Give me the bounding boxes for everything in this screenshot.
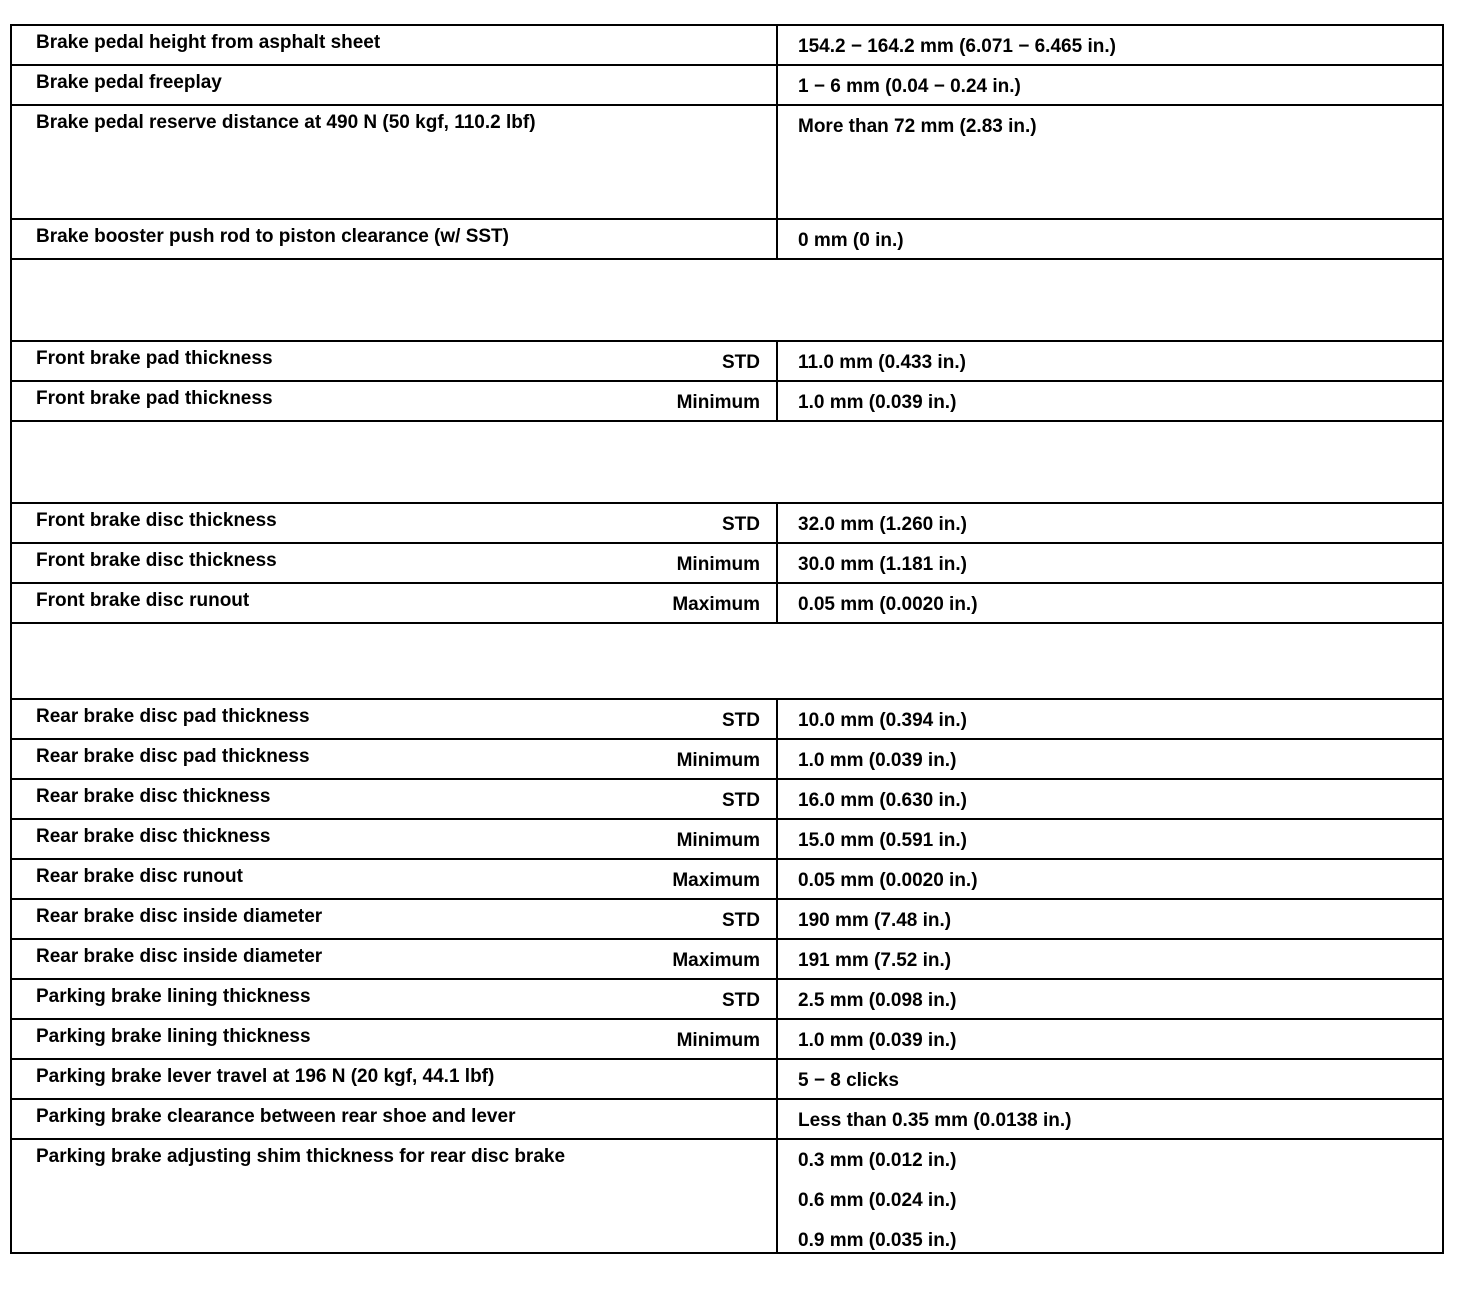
- spec-value: 0.3 mm (0.012 in.): [798, 1150, 957, 1171]
- spec-qualifier: STD: [722, 352, 760, 373]
- spec-item-label: Parking brake adjusting shim thickness for rear disc brake: [36, 1146, 566, 1167]
- spec-table-body: [11, 25, 1443, 1253]
- spec-value-cell: [777, 219, 1443, 259]
- spec-label-wrap: [36, 706, 760, 732]
- spec-label-wrap: [36, 32, 760, 54]
- spec-qualifier: STD: [722, 990, 760, 1011]
- spec-row: [11, 381, 1443, 421]
- spec-row: [11, 503, 1443, 543]
- spec-item-label: Front brake pad thickness: [36, 388, 273, 409]
- spec-value: 1.0 mm (0.039 in.): [798, 750, 957, 771]
- spec-row: [11, 739, 1443, 779]
- spec-qualifier: Maximum: [672, 870, 760, 891]
- spec-qualifier: STD: [722, 790, 760, 811]
- spec-value-cell: [777, 739, 1443, 779]
- spec-value: 16.0 mm (0.630 in.): [798, 790, 967, 811]
- spec-item-label: Brake booster push rod to piston clearance (w/ SST): [36, 226, 509, 247]
- spec-row: [11, 583, 1443, 623]
- spec-label-wrap: [36, 826, 760, 852]
- spec-label-wrap: [36, 1146, 760, 1168]
- spec-label-cell: [11, 105, 777, 219]
- spec-value: 30.0 mm (1.181 in.): [798, 554, 967, 575]
- spec-label-wrap: [36, 786, 760, 812]
- spec-label-cell: [11, 1019, 777, 1059]
- spec-row: [11, 979, 1443, 1019]
- spec-item-label: Rear brake disc pad thickness: [36, 706, 310, 727]
- spec-value-cell: [777, 779, 1443, 819]
- spec-qualifier: Minimum: [676, 750, 760, 771]
- spec-qualifier: STD: [722, 710, 760, 731]
- spec-value-cell: [777, 25, 1443, 65]
- spec-item-label: Front brake pad thickness: [36, 348, 273, 369]
- spec-value: 1.0 mm (0.039 in.): [798, 392, 957, 413]
- spacer-row: [11, 259, 1443, 341]
- spec-item-label: Front brake disc thickness: [36, 510, 277, 531]
- spec-value-cell: [777, 583, 1443, 623]
- spec-row: [11, 65, 1443, 105]
- spec-item-label: Brake pedal freeplay: [36, 72, 222, 93]
- spec-value-cell: [777, 699, 1443, 739]
- spec-item-label: Brake pedal height from asphalt sheet: [36, 32, 381, 53]
- spec-label-cell: [11, 979, 777, 1019]
- spec-qualifier: Minimum: [676, 830, 760, 851]
- spec-value-cell: [777, 1019, 1443, 1059]
- spec-value-cell: [777, 979, 1443, 1019]
- spec-label-wrap: [36, 348, 760, 374]
- spec-item-label: Front brake disc thickness: [36, 550, 277, 571]
- spec-label-cell: [11, 503, 777, 543]
- spec-value: 10.0 mm (0.394 in.): [798, 710, 967, 731]
- spec-label-cell: [11, 583, 777, 623]
- spec-value: 5 − 8 clicks: [798, 1070, 899, 1091]
- spec-value: Less than 0.35 mm (0.0138 in.): [798, 1110, 1072, 1131]
- spec-item-label: Parking brake clearance between rear shoe and lever: [36, 1106, 516, 1127]
- spec-value: 1.0 mm (0.039 in.): [798, 1030, 957, 1051]
- spec-item-label: Front brake disc runout: [36, 590, 250, 611]
- spec-label-wrap: [36, 1066, 760, 1088]
- spec-label-wrap: [36, 72, 760, 94]
- spec-label-wrap: [36, 866, 760, 892]
- spec-value-cell: [777, 503, 1443, 543]
- spec-row: [11, 699, 1443, 739]
- spec-label-cell: [11, 939, 777, 979]
- spec-value-cell: [777, 1099, 1443, 1139]
- spec-label-cell: [11, 1139, 777, 1253]
- spec-value: 154.2 − 164.2 mm (6.071 − 6.465 in.): [798, 36, 1116, 57]
- spec-value: 0 mm (0 in.): [798, 230, 904, 251]
- spec-qualifier: Maximum: [672, 594, 760, 615]
- brake-specification-table: [10, 24, 1444, 1254]
- spec-item-label: Rear brake disc pad thickness: [36, 746, 310, 767]
- spec-label-wrap: [36, 986, 760, 1012]
- spec-value: 191 mm (7.52 in.): [798, 950, 952, 971]
- spec-label-cell: [11, 859, 777, 899]
- spec-value-cell: [777, 859, 1443, 899]
- spec-row: [11, 341, 1443, 381]
- spec-label-cell: [11, 819, 777, 859]
- spec-qualifier: Minimum: [676, 554, 760, 575]
- spec-row: [11, 543, 1443, 583]
- spec-value: 1 − 6 mm (0.04 − 0.24 in.): [798, 76, 1021, 97]
- spec-label-wrap: [36, 226, 760, 248]
- spec-label-cell: [11, 25, 777, 65]
- spec-label-wrap: [36, 510, 760, 536]
- spec-label-cell: [11, 341, 777, 381]
- spec-label-wrap: [36, 1026, 760, 1052]
- spec-row: [11, 1059, 1443, 1099]
- spec-value: 15.0 mm (0.591 in.): [798, 830, 967, 851]
- spacer-cell: [11, 421, 1443, 503]
- spec-label-cell: [11, 1059, 777, 1099]
- spec-label-wrap: [36, 746, 760, 772]
- spec-label-wrap: [36, 112, 760, 134]
- spec-row: [11, 1139, 1443, 1253]
- spec-value: 0.9 mm (0.035 in.): [798, 1230, 957, 1251]
- spec-row: [11, 779, 1443, 819]
- spec-value: 11.0 mm (0.433 in.): [798, 352, 966, 373]
- spec-row: [11, 819, 1443, 859]
- spec-label-cell: [11, 543, 777, 583]
- spec-label-cell: [11, 699, 777, 739]
- spec-qualifier: Minimum: [676, 392, 760, 413]
- spec-value: 0.6 mm (0.024 in.): [798, 1190, 957, 1211]
- spec-label-cell: [11, 65, 777, 105]
- spec-item-label: Brake pedal reserve distance at 490 N (50 kgf, 110.2 lbf): [36, 112, 536, 133]
- spec-value: 32.0 mm (1.260 in.): [798, 514, 967, 535]
- spec-label-wrap: [36, 946, 760, 972]
- spec-label-cell: [11, 1099, 777, 1139]
- spec-qualifier: STD: [722, 514, 760, 535]
- spec-item-label: Rear brake disc thickness: [36, 826, 271, 847]
- spec-label-wrap: [36, 388, 760, 414]
- spec-row: [11, 105, 1443, 219]
- spec-label-cell: [11, 219, 777, 259]
- spec-value-cell: [777, 341, 1443, 381]
- spacer-cell: [11, 623, 1443, 699]
- spec-qualifier: Maximum: [672, 950, 760, 971]
- spec-label-cell: [11, 779, 777, 819]
- spec-label-wrap: [36, 906, 760, 932]
- spec-row: [11, 25, 1443, 65]
- spec-item-label: Parking brake lining thickness: [36, 986, 311, 1007]
- spacer-row: [11, 623, 1443, 699]
- spec-row: [11, 1099, 1443, 1139]
- spec-item-label: Rear brake disc inside diameter: [36, 906, 323, 927]
- spec-label-cell: [11, 739, 777, 779]
- spec-value: 0.05 mm (0.0020 in.): [798, 594, 978, 615]
- spacer-cell: [11, 259, 1443, 341]
- spec-label-wrap: [36, 590, 760, 616]
- spec-value: More than 72 mm (2.83 in.): [798, 116, 1037, 137]
- spec-label-wrap: [36, 550, 760, 576]
- spec-row: [11, 899, 1443, 939]
- spec-row: [11, 859, 1443, 899]
- spec-item-label: Rear brake disc thickness: [36, 786, 271, 807]
- spec-label-wrap: [36, 1106, 760, 1128]
- spec-row: [11, 219, 1443, 259]
- spec-label-cell: [11, 381, 777, 421]
- spec-item-label: Rear brake disc inside diameter: [36, 946, 323, 967]
- spec-item-label: Parking brake lever travel at 196 N (20 kgf, 44.1 lbf): [36, 1066, 495, 1087]
- spec-value-cell: [777, 1059, 1443, 1099]
- spec-label-cell: [11, 899, 777, 939]
- spec-row: [11, 1019, 1443, 1059]
- spec-value-cell: [777, 939, 1443, 979]
- spec-value: 190 mm (7.48 in.): [798, 910, 952, 931]
- spacer-row: [11, 421, 1443, 503]
- spec-value-cell: [777, 381, 1443, 421]
- spec-value-cell: [777, 65, 1443, 105]
- spec-qualifier: STD: [722, 910, 760, 931]
- spec-item-label: Parking brake lining thickness: [36, 1026, 311, 1047]
- spec-value-cell: [777, 543, 1443, 583]
- spec-value: 0.05 mm (0.0020 in.): [798, 870, 978, 891]
- spec-value: 2.5 mm (0.098 in.): [798, 990, 957, 1011]
- spec-value-cell: [777, 105, 1443, 219]
- spec-value-cell: [777, 819, 1443, 859]
- spec-qualifier: Minimum: [676, 1030, 760, 1051]
- spec-item-label: Rear brake disc runout: [36, 866, 243, 887]
- spec-value-cell: [777, 899, 1443, 939]
- spec-row: [11, 939, 1443, 979]
- spec-value-cell: [777, 1139, 1443, 1253]
